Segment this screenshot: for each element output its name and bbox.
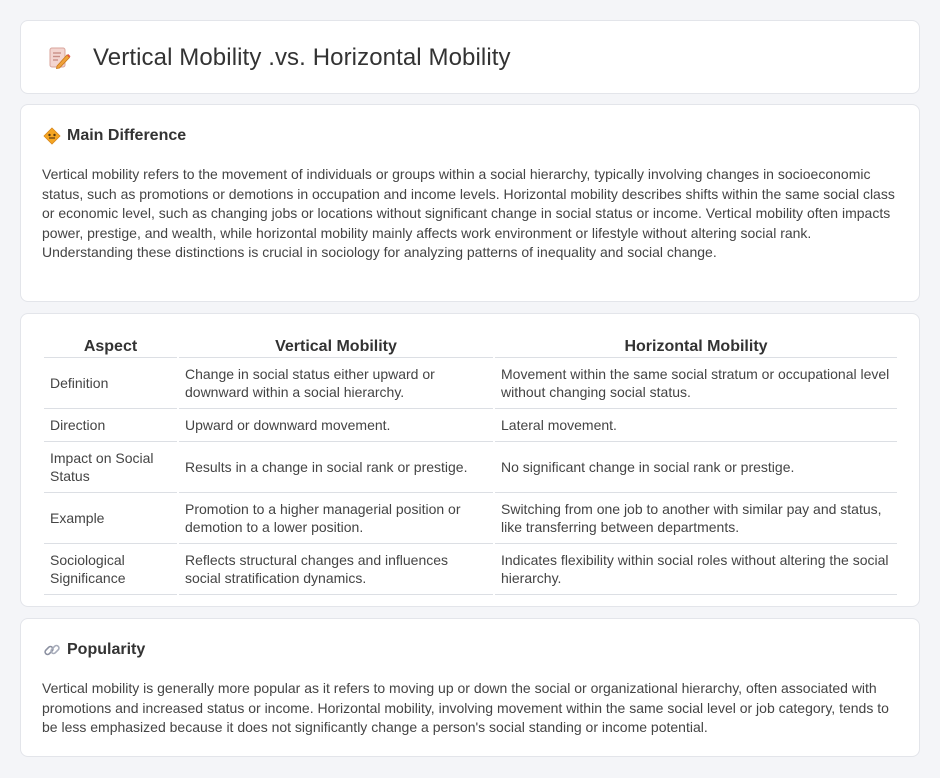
vertical-cell: Results in a change in social rank or prestige. (179, 442, 493, 493)
table-row (44, 409, 897, 442)
column-header-horizontal: Horizontal Mobility (495, 336, 897, 358)
document-pencil-icon (47, 46, 71, 70)
popularity-text: Vertical mobility is generally more popular as it refers to moving up or down the social or organizational hierarchy, often associated with promotions and increased status or income. Horizontal mobility, involving movement within the same social level or job category, tends to be less emphasized because it does not significantly change a person's social standing or income potential. (42, 680, 889, 736)
table-row (44, 442, 897, 493)
main-difference-title: Main Difference (67, 127, 187, 144)
main-difference-text: Vertical mobility refers to the movement of individuals or groups within a social hierarchy, typically involving changes in socioeconomic status, such as promotions or demotions in occupation and income levels. Horizontal mobility describes shifts within the same social class or economic level, such as changing jobs or locations without significant change in social status or income. Vertical mobility often impacts power, prestige, and wealth, while horizontal mobility mainly affects work environment or lifestyle without altering social rank. Understanding these distinctions is crucial in sociology for analyzing patterns of inequality and social change. (42, 166, 895, 261)
diamond-sign-icon (43, 127, 61, 145)
aspect-cell: Impact on Social Status (44, 442, 177, 493)
vertical-cell: Promotion to a higher managerial position or demotion to a lower position. (179, 493, 493, 544)
page-title: Vertical Mobility .vs. Horizontal Mobility (93, 44, 511, 71)
main-difference-section (20, 104, 920, 302)
vertical-cell: Reflects structural changes and influences social stratification dynamics. (179, 544, 493, 595)
table-row (44, 358, 897, 409)
table-row (44, 493, 897, 544)
aspect-cell: Direction (44, 409, 177, 442)
column-header-vertical: Vertical Mobility (179, 336, 493, 358)
table-header-row (44, 336, 897, 358)
column-header-aspect: Aspect (44, 336, 177, 358)
horizontal-cell: No significant change in social rank or prestige. (495, 442, 897, 493)
popularity-title: Popularity (67, 641, 146, 658)
aspect-cell: Definition (44, 358, 177, 409)
main-difference-header (43, 127, 186, 145)
comparison-section (20, 313, 920, 607)
vertical-cell: Change in social status either upward or downward within a social hierarchy. (179, 358, 493, 409)
comparison-table (42, 336, 899, 595)
vertical-cell: Upward or downward movement. (179, 409, 493, 442)
horizontal-cell: Lateral movement. (495, 409, 897, 442)
popularity-header (43, 641, 145, 659)
horizontal-cell: Switching from one job to another with similar pay and status, like transferring between departments. (495, 493, 897, 544)
title-card (20, 20, 920, 94)
horizontal-cell: Indicates flexibility within social roles without altering the social hierarchy. (495, 544, 897, 595)
aspect-cell: Example (44, 493, 177, 544)
horizontal-cell: Movement within the same social stratum or occupational level without changing social status. (495, 358, 897, 409)
popularity-section (20, 618, 920, 757)
aspect-cell: Sociological Significance (44, 544, 177, 595)
table-row (44, 544, 897, 595)
link-icon (43, 641, 61, 659)
